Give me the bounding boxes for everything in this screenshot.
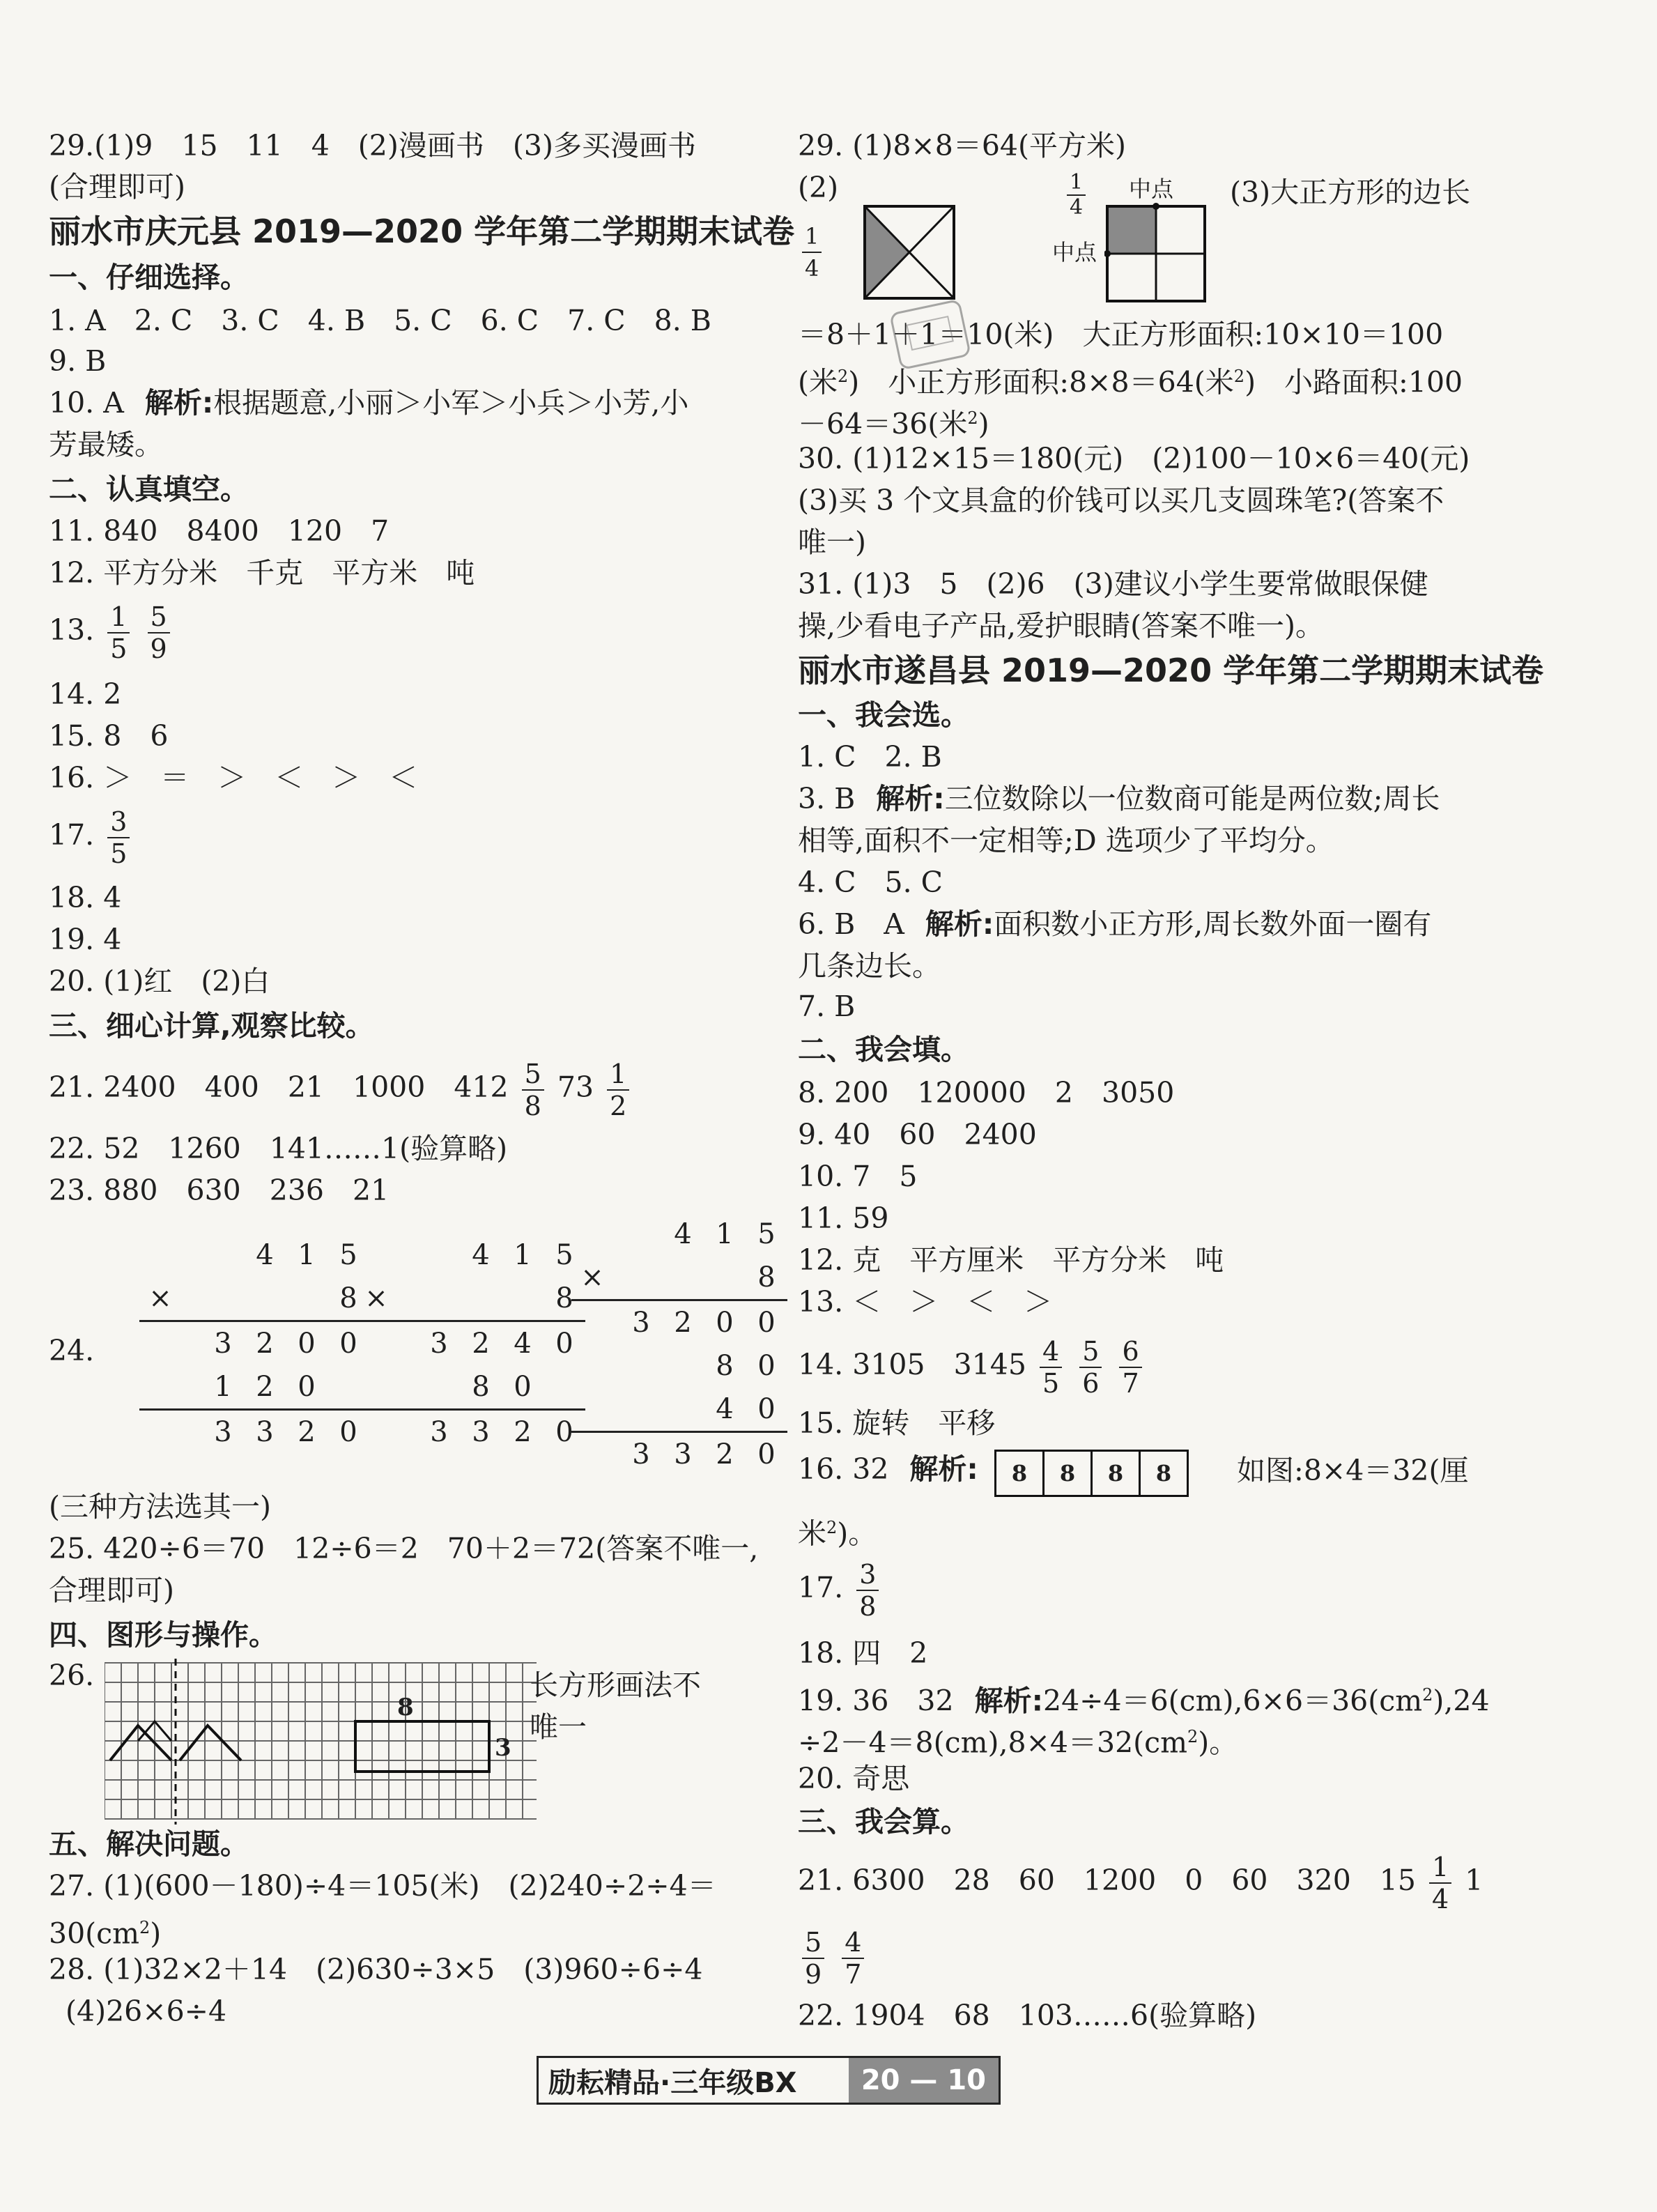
answer-r8: 8. 200 120000 2 3050 [798,1076,1175,1109]
midpoint-label-left: 中点 [1052,239,1097,266]
answer-r30: 30. (1)12×15＝180(元) (2)100－10×6＝40(元) [798,442,1470,475]
section-r3-heading: 三、我会算。 [798,1805,969,1838]
answer-r29-line4: －64＝36(米$^2$) [798,407,989,441]
section-1-heading: 一、仔细选择。 [49,261,249,294]
answer-22: 22. 52 1260 141……1(验算略) [49,1132,508,1165]
fig1-fraction: $\frac{1}{4}$ [798,216,826,284]
answer-11: 11. 840 8400 120 7 [49,514,390,548]
answer-24-label: 24. [49,1334,95,1367]
fraction: $\frac{5}{8}$ [522,1059,544,1121]
answer-16: 16. ＞ ＝ ＞ ＜ ＞ ＜ [49,761,418,794]
fraction: $\frac{5}{9}$ [148,601,170,664]
answer-r7: 7. B [798,990,856,1023]
fraction: $\frac{1}{5}$ [107,601,130,664]
right-column [798,0,1571,2091]
answer-25-cont: 合理即可) [49,1574,174,1607]
grid-drawing-figure [105,1659,550,1826]
footer-brand: 励耘精品·三年级BX [548,2066,797,2099]
answer-10-cont: 芳最矮。 [49,428,163,461]
answer-26-label: 26. [49,1659,95,1692]
answer-15: 15. 8 6 [49,719,169,753]
answer-28: 28. (1)32×2＋14 (2)630÷3×5 (3)960÷6÷4 [49,1953,703,1986]
vertical-multiplication-2 [355,1234,585,1454]
section-2-heading: 二、认真填空。 [49,473,249,506]
vertical-multiplication-3 [571,1213,787,1476]
midpoint-label-top: 中点 [1129,176,1174,202]
answer-r3-cont: 相等,面积不一定相等;D 选项少了平均分。 [798,824,1334,857]
answer-r31: 31. (1)3 5 (2)6 (3)建议小学生要常做眼保健 [798,567,1428,601]
vertical-multiplication-1 [139,1234,369,1454]
exam-title-qingyuan: 丽水市庆元县 2019—2020 学年第二学期期末试卷 [49,213,795,250]
answer-29-cont: (合理即可) [49,170,185,203]
answer-26-note: 长方形画法不 [530,1668,701,1702]
fraction: $\frac{3}{5}$ [107,806,130,869]
calc-row: 4 0 [716,1393,776,1425]
ink-stamp-mark [888,300,972,376]
answer-r16: 16. 32 解析: [798,1452,978,1486]
answer-21: 21. 2400 400 21 1000 412 $\frac{5}{8}$ 73 $\frac{1}{2}$ [49,1054,633,1121]
answer-r10: 10. 7 5 [798,1160,918,1193]
answer-r21-cont: $\frac{5}{9}$ $\frac{4}{7}$ [798,1922,868,1990]
answer-r21: 21. 6300 28 60 1200 0 60 320 15 $\frac{1}{4}$ 1 [798,1851,1483,1914]
answer-10: 10. A 解析:根据题意,小丽＞小军＞小兵＞小芳,小 [49,386,689,420]
calc-row: 4 1 5 [256,1239,357,1271]
answer-r29: 29. (1)8×8＝64(平方米) [798,129,1126,162]
calc-row: 3 2 4 0 [355,1320,585,1365]
answer-27: 27. (1)(600－180)÷4＝105(米) (2)240÷2÷4＝ [49,1869,716,1903]
section-r2-heading: 二、我会填。 [798,1033,969,1066]
calc-row: 3 3 2 0 [139,1408,369,1454]
answer-r14: 14. 3105 3145 $\frac{4}{5}$ $\frac{5}{6}$ $\frac{6}{7}$ [798,1331,1146,1399]
answer-r31-cont: 操,少看电子产品,爱护眼睛(答案不唯一)。 [798,609,1325,643]
calc-row: 3 3 2 0 [571,1431,787,1476]
square-quarter-figure [1104,202,1209,307]
answer-r16-text: 如图:8×4＝32(厘 [1237,1454,1469,1487]
rect-width-label: 8 [397,1693,414,1721]
answer-r29-3: (3)大正方形的边长 [1230,176,1471,209]
answer-19: 19. 4 [49,923,122,956]
answer-r9: 9. 40 60 2400 [798,1118,1037,1151]
calc-row: × 8 [148,1282,357,1314]
rect-height-label: 3 [495,1734,511,1762]
calc-row: 8 0 [716,1350,776,1382]
exam-title-suichang: 丽水市遂昌县 2019—2020 学年第二学期期末试卷 [798,652,1544,689]
answer-r29-line2: ＝8＋1＋1＝10(米) 大正方形面积:10×10＝100 [798,318,1444,351]
answer-r19-cont: $\div 2-4=8(cm),8\times 4=32(cm^2)$。 [798,1726,1238,1760]
answer-r29-line3: (米$^2$) 小正方形面积:8×8＝64(米$^2$) 小路面积:100 [798,365,1463,399]
answer-18: 18. 4 [49,881,122,914]
answer-r6: 6. B A 解析:面积数小正方形,周长数外面一圈有 [798,907,1432,941]
answer-r30-cont: (3)买 3 个文具盒的价钱可以买几支圆珠笔?(答案不 [798,484,1444,517]
answer-14: 14. 2 [49,677,122,711]
answer-r18: 18. 四 2 [798,1636,928,1670]
calc-row: 3 3 2 0 [355,1408,585,1454]
calc-row: 1 2 0 [214,1371,316,1403]
answer-r15: 15. 旋转 平移 [798,1406,996,1440]
answer-9: 9. B [49,344,107,378]
calc-row: 8 0 [472,1371,532,1403]
answer-27-cont: $30(cm^2)$ [49,1917,162,1951]
answer-r16-cont: 米$^2$)。 [798,1516,877,1551]
section-3-heading: 三、细心计算,观察比较。 [49,1009,374,1043]
calc-row: × 8 [364,1282,573,1314]
answer-r6-cont: 几条边长。 [798,949,941,983]
answer-r12: 12. 克 平方厘米 平方分米 吨 [798,1243,1224,1277]
answer-r22: 22. 1904 68 103……6(验算略) [798,1999,1257,2032]
calc-row: 4 1 5 [674,1218,776,1250]
answer-r17: 17. $\frac{3}{8}$ [798,1554,883,1622]
section-r1-heading: 一、我会选。 [798,698,969,732]
calc-row: 3 2 0 0 [139,1320,369,1365]
answer-r1-2: 1. C 2. B [798,740,942,774]
answer-12: 12. 平方分米 千克 平方米 吨 [49,556,475,590]
answer-r30-cont2: 唯一) [798,525,866,559]
answer-24-note: (三种方法选其一) [49,1490,271,1523]
section-4-heading: 四、图形与操作。 [49,1618,277,1652]
answer-13: 13. $\frac{1}{5}$ $\frac{5}{9}$ [49,597,174,664]
calc-row: × 8 [580,1261,776,1293]
calc-row: 4 1 5 [472,1239,573,1271]
answer-r29-2-label: (2) [798,171,839,204]
answer-28-cont: (4)26×6÷4 [65,1995,227,2028]
page-footer-badge [537,2056,1001,2105]
square-diagonals-figure [861,202,958,307]
answer-r3: 3. B 解析:三位数除以一位数商可能是两位数;周长 [798,782,1440,815]
answer-20: 20. (1)红 (2)白 [49,965,270,998]
left-column [49,0,822,2091]
answer-17: 17. $\frac{3}{5}$ [49,801,134,869]
answer-r19: 19. 36 32 解析$:24\div 4=6(cm),6\times 6=36(cm^2),24$ [798,1684,1490,1718]
calc-row: 3 2 0 0 [571,1299,787,1344]
fraction: $\frac{1}{2}$ [607,1059,629,1121]
answer-1-8: 1. A 2. C 3. C 4. B 5. C 6. C 7. C 8. B [49,304,711,337]
section-5-heading: 五、解决问题。 [49,1827,249,1861]
answer-r11: 11. 59 [798,1201,889,1235]
footer-page-number: 20 — 10 [849,2058,999,2103]
four-square-strip: 8 8 8 8 [994,1450,1189,1497]
answer-r13: 13. ＜ ＞ ＜ ＞ [798,1285,1053,1319]
answer-r20: 20. 奇思 [798,1762,910,1795]
answer-25: 25. 420÷6＝70 12÷6＝2 70＋2＝72(答案不唯一, [49,1532,759,1565]
answer-26-note-cont: 唯一 [530,1710,587,1744]
answer-29: 29.(1)9 15 11 4 (2)漫画书 (3)多买漫画书 [49,129,696,162]
triangle-right [180,1726,241,1760]
answer-23: 23. 880 630 236 21 [49,1174,390,1207]
answer-r4-5: 4. C 5. C [798,866,943,899]
fig2-fraction: $\frac{1}{4}$ [1063,159,1090,226]
